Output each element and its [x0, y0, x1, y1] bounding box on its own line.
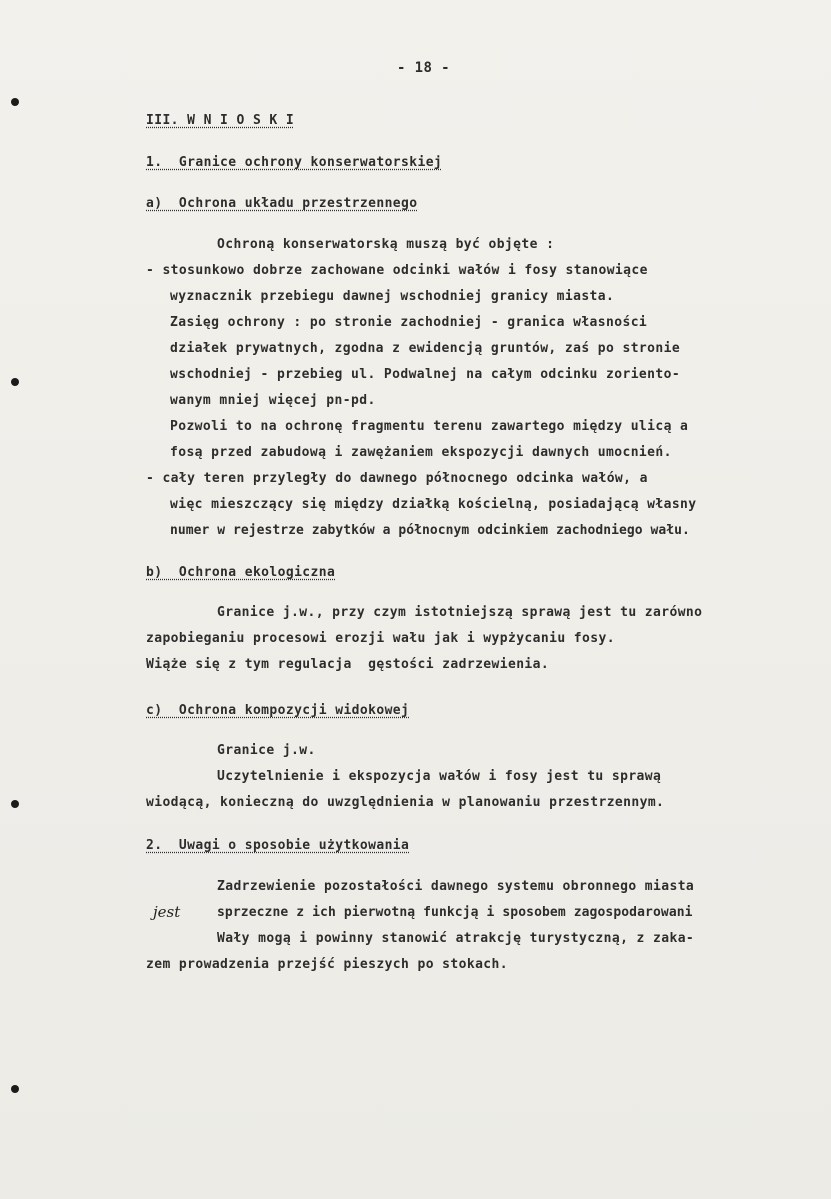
punch-hole	[11, 98, 19, 106]
paragraph-line: zem prowadzenia przejść pieszych po stokach.	[146, 957, 508, 972]
paragraph-line: Granice j.w., przy czym istotniejszą sprawą jest tu zarówno	[217, 605, 703, 620]
section-heading: III. W N I O S K I	[146, 113, 295, 128]
paragraph-line: - cały teren przyległy do dawnego północnego odcinka wałów, a	[146, 471, 648, 486]
page-number: - 18 -	[397, 60, 450, 76]
subsection-a-title: a) Ochrona układu przestrzennego	[146, 196, 418, 211]
subsection-b-title: b) Ochrona ekologiczna	[146, 565, 336, 580]
paragraph-line: Zasięg ochrony : po stronie zachodniej - granica własności	[170, 315, 648, 330]
paragraph-line: wiodącą, konieczną do uwzględnienia w planowaniu przestrzennym.	[146, 795, 665, 810]
paragraph-line: Zadrzewienie pozostałości dawnego systemu obronnego miasta	[217, 879, 695, 894]
punch-hole	[11, 1085, 19, 1093]
paragraph-line: Pozwoli to na ochronę fragmentu terenu zawartego między ulicą a	[170, 419, 689, 434]
paragraph-line: Ochroną konserwatorską muszą być objęte :	[217, 237, 555, 252]
paragraph-line: Wiąże się z tym regulacja gęstości zadrzewienia.	[146, 657, 550, 672]
paragraph-line: działek prywatnych, zgodna z ewidencją gruntów, zaś po stronie	[170, 341, 681, 356]
punch-hole	[11, 378, 19, 386]
paragraph-line: Wały mogą i powinny stanowić atrakcję turystyczną, z zaka-	[217, 931, 695, 946]
paragraph-line: wanym mniej więcej pn-pd.	[170, 393, 376, 408]
paragraph-line: sprzeczne z ich pierwotną funkcją i sposobem zagospodarowani	[217, 905, 693, 920]
paragraph-line: Granice j.w.	[217, 743, 316, 758]
paragraph-line: Uczytelnienie i ekspozycja wałów i fosy jest tu sprawą	[217, 769, 662, 784]
paragraph-line: wschodniej - przebieg ul. Podwalnej na całym odcinku zoriento-	[170, 367, 681, 382]
paragraph-line: numer w rejestrze zabytków a północnym odcinkiem zachodniego wału.	[170, 523, 690, 538]
paragraph-line: wyznacznik przebiegu dawnej wschodniej granicy miasta.	[170, 289, 615, 304]
punch-hole	[11, 800, 19, 808]
paragraph-line: - stosunkowo dobrze zachowane odcinki wałów i fosy stanowiące	[146, 263, 648, 278]
paragraph-line: więc mieszczący się między działką kościelną, posiadającą własny	[170, 497, 697, 512]
section-2-title: 2. Uwagi o sposobie użytkowania	[146, 838, 410, 853]
paragraph-line: zapobieganiu procesowi erozji wału jak i wypżycaniu fosy.	[146, 631, 615, 646]
section-1-title: 1. Granice ochrony konserwatorskiej	[146, 155, 443, 170]
paragraph-line: fosą przed zabudową i zawężaniem ekspozycji dawnych umocnień.	[170, 445, 672, 460]
subsection-c-title: c) Ochrona kompozycji widokowej	[146, 703, 410, 718]
handwritten-note: jest	[153, 903, 181, 921]
